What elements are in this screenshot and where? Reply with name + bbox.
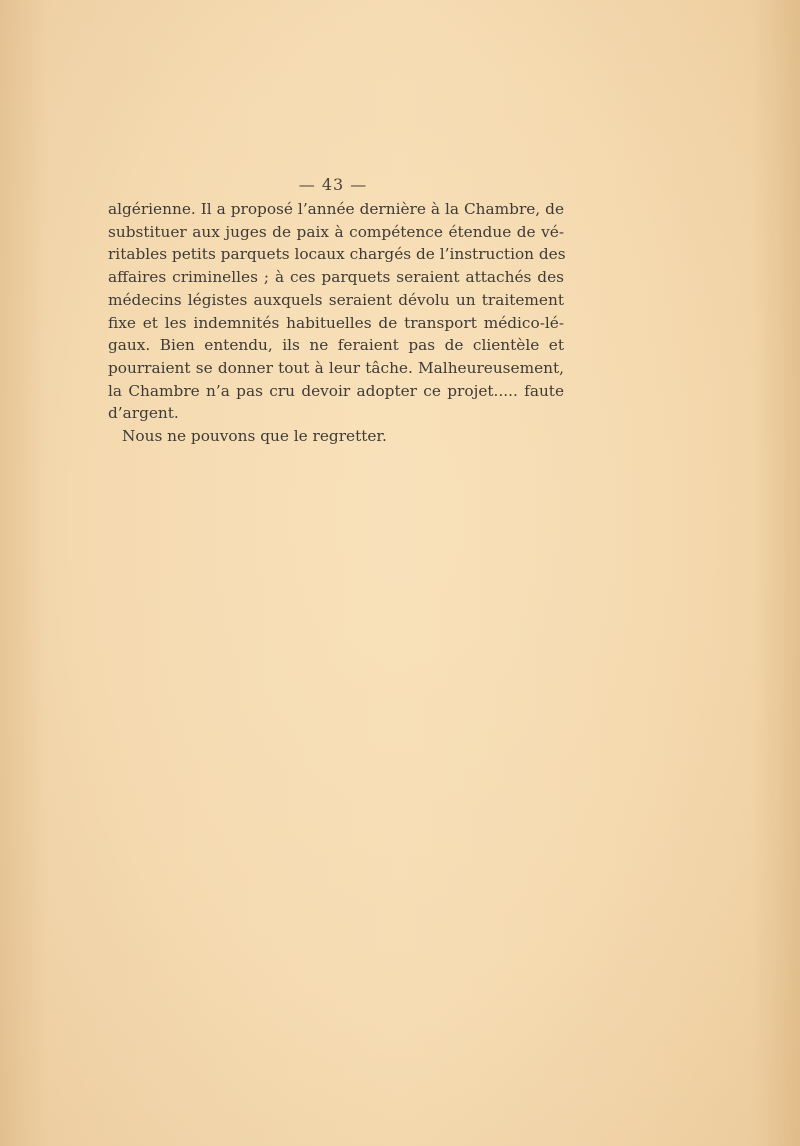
text-line: algérienne. Il a proposé l’année dernière à la Chambre, de <box>108 200 564 218</box>
text-line: substituer aux juges de paix à compétence étendue de vé- <box>108 222 564 241</box>
text-line: pourraient se donner tout à leur tâche. Malheureusement, <box>108 358 564 377</box>
text-line: Nous ne pouvons que le regretter. <box>122 427 387 446</box>
text-line: fixe et les indemnités habituelles de transport médico-lé- <box>108 313 564 332</box>
text-line: la Chambre n’a pas cru devoir adopter ce projet..... faute <box>108 381 564 400</box>
text-line: d’argent. <box>108 404 179 423</box>
text-line: ritables petits parquets locaux chargés de l’instruction des <box>108 245 566 264</box>
text-line: médecins légistes auxquels seraient dévolu un traitement <box>108 290 564 309</box>
page-number: — 43 — <box>298 175 368 194</box>
text-line: gaux. Bien entendu, ils ne feraient pas de clientèle et <box>108 336 564 355</box>
body-text <box>108 198 564 448</box>
text-line: affaires criminelles ; à ces parquets seraient attachés des <box>108 268 564 287</box>
